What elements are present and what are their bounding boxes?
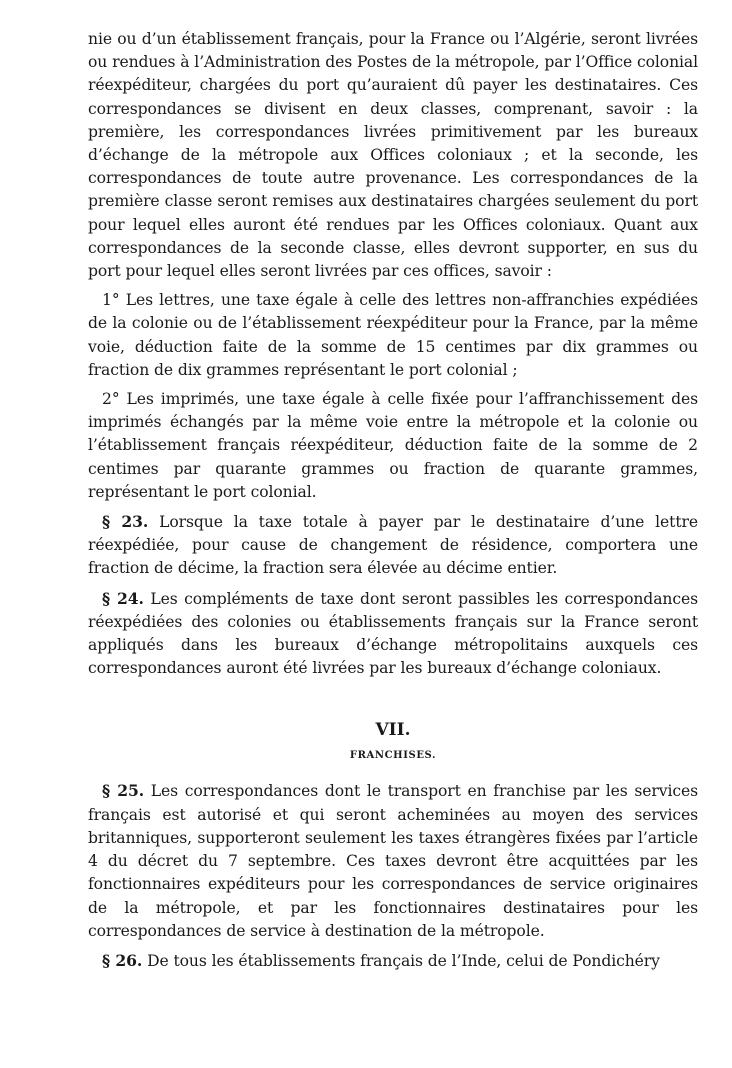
paragraph-section-25	[88, 779, 698, 942]
section-text-23: Lorsque la taxe totale à payer par le destinataire d’une lettre réexpédiée, pour cause de changement de résidence, comportera une fraction de décime, la fraction sera élevée au décime entier.	[88, 513, 699, 578]
chapter-title: FRANCHISES.	[349, 750, 437, 762]
section-label-25: § 25.	[102, 781, 145, 801]
paragraph-section-24	[88, 587, 698, 681]
section-label-24: § 24.	[102, 588, 144, 608]
paragraph-continuation: nie ou d’un établissement français, pour la France ou l’Algérie, seront livrées ou rendues à l’Administration des Postes de la métropole, par l’Office colonial réexpéditeur, chargées du port qu’auraient dû payer les destinataires. Ces correspondances se divisent en deux classes, comprenant, savoir : la première, les correspondances livrées primitivement par les bureaux d’échange de la métropole aux Offices coloniaux ; et la seconde, les correspondances de toute autre provenance. Les correspondances de la première classe seront remises aux destinataires chargées seulement du port pour lequel elles auront été rendues par les Offices coloniaux. Quant aux correspondances de la seconde classe, elles devront supporter, en sus du port pour lequel elles seront livrées par ces offices, savoir :	[88, 30, 698, 281]
section-label-26: § 26.	[102, 950, 143, 970]
section-label-23: § 23.	[102, 512, 149, 532]
section-text-25: Les correspondances dont le transport en franchise par les services français est autorisé et qui seront acheminées au moyen des services britanniques, supporteront seulement les taxes étrangères fixées par l’article 4 du décret du 7 septembre. Ces taxes devront être acquittées par les fonctionnaires expéditeurs pour les correspondances de service originaires de la métropole, et par les fonctionnaires destinataires pour les correspondances de service à destination de la métropole.	[88, 782, 699, 940]
chapter-number: VII.	[375, 720, 411, 741]
section-text-26: De tous les établissements français de l’Inde, celui de Pondichéry	[142, 951, 660, 970]
paragraph-item-2: 2° Les imprimés, une taxe égale à celle fixée pour l’affranchissement des imprimés échangés par la même voie entre la métropole et la colonie ou l’établissement français réexpéditeur, déduction faite de la somme de 2 centimes par quarante grammes ou fraction de quarante grammes, représentant le port colonial.	[88, 390, 698, 501]
paragraph-section-23	[88, 510, 698, 581]
paragraph-item-1: 1° Les lettres, une taxe égale à celle des lettres non-affranchies expédiées de la colonie ou de l’établissement réexpéditeur pour la France, par la même voie, déduction faite de la somme de 15 centimes par dix grammes ou fraction de dix grammes représentant le port colonial ;	[88, 291, 698, 379]
paragraph-section-26	[88, 949, 698, 973]
section-text-24: Les compléments de taxe dont seront passibles les correspondances réexpédiées des colonies ou établissements français sur la France seront appliqués dans les bureaux d’échange métropolitains auxquels ces correspondances auront été livrées par les bureaux d’échange coloniaux.	[88, 589, 698, 678]
